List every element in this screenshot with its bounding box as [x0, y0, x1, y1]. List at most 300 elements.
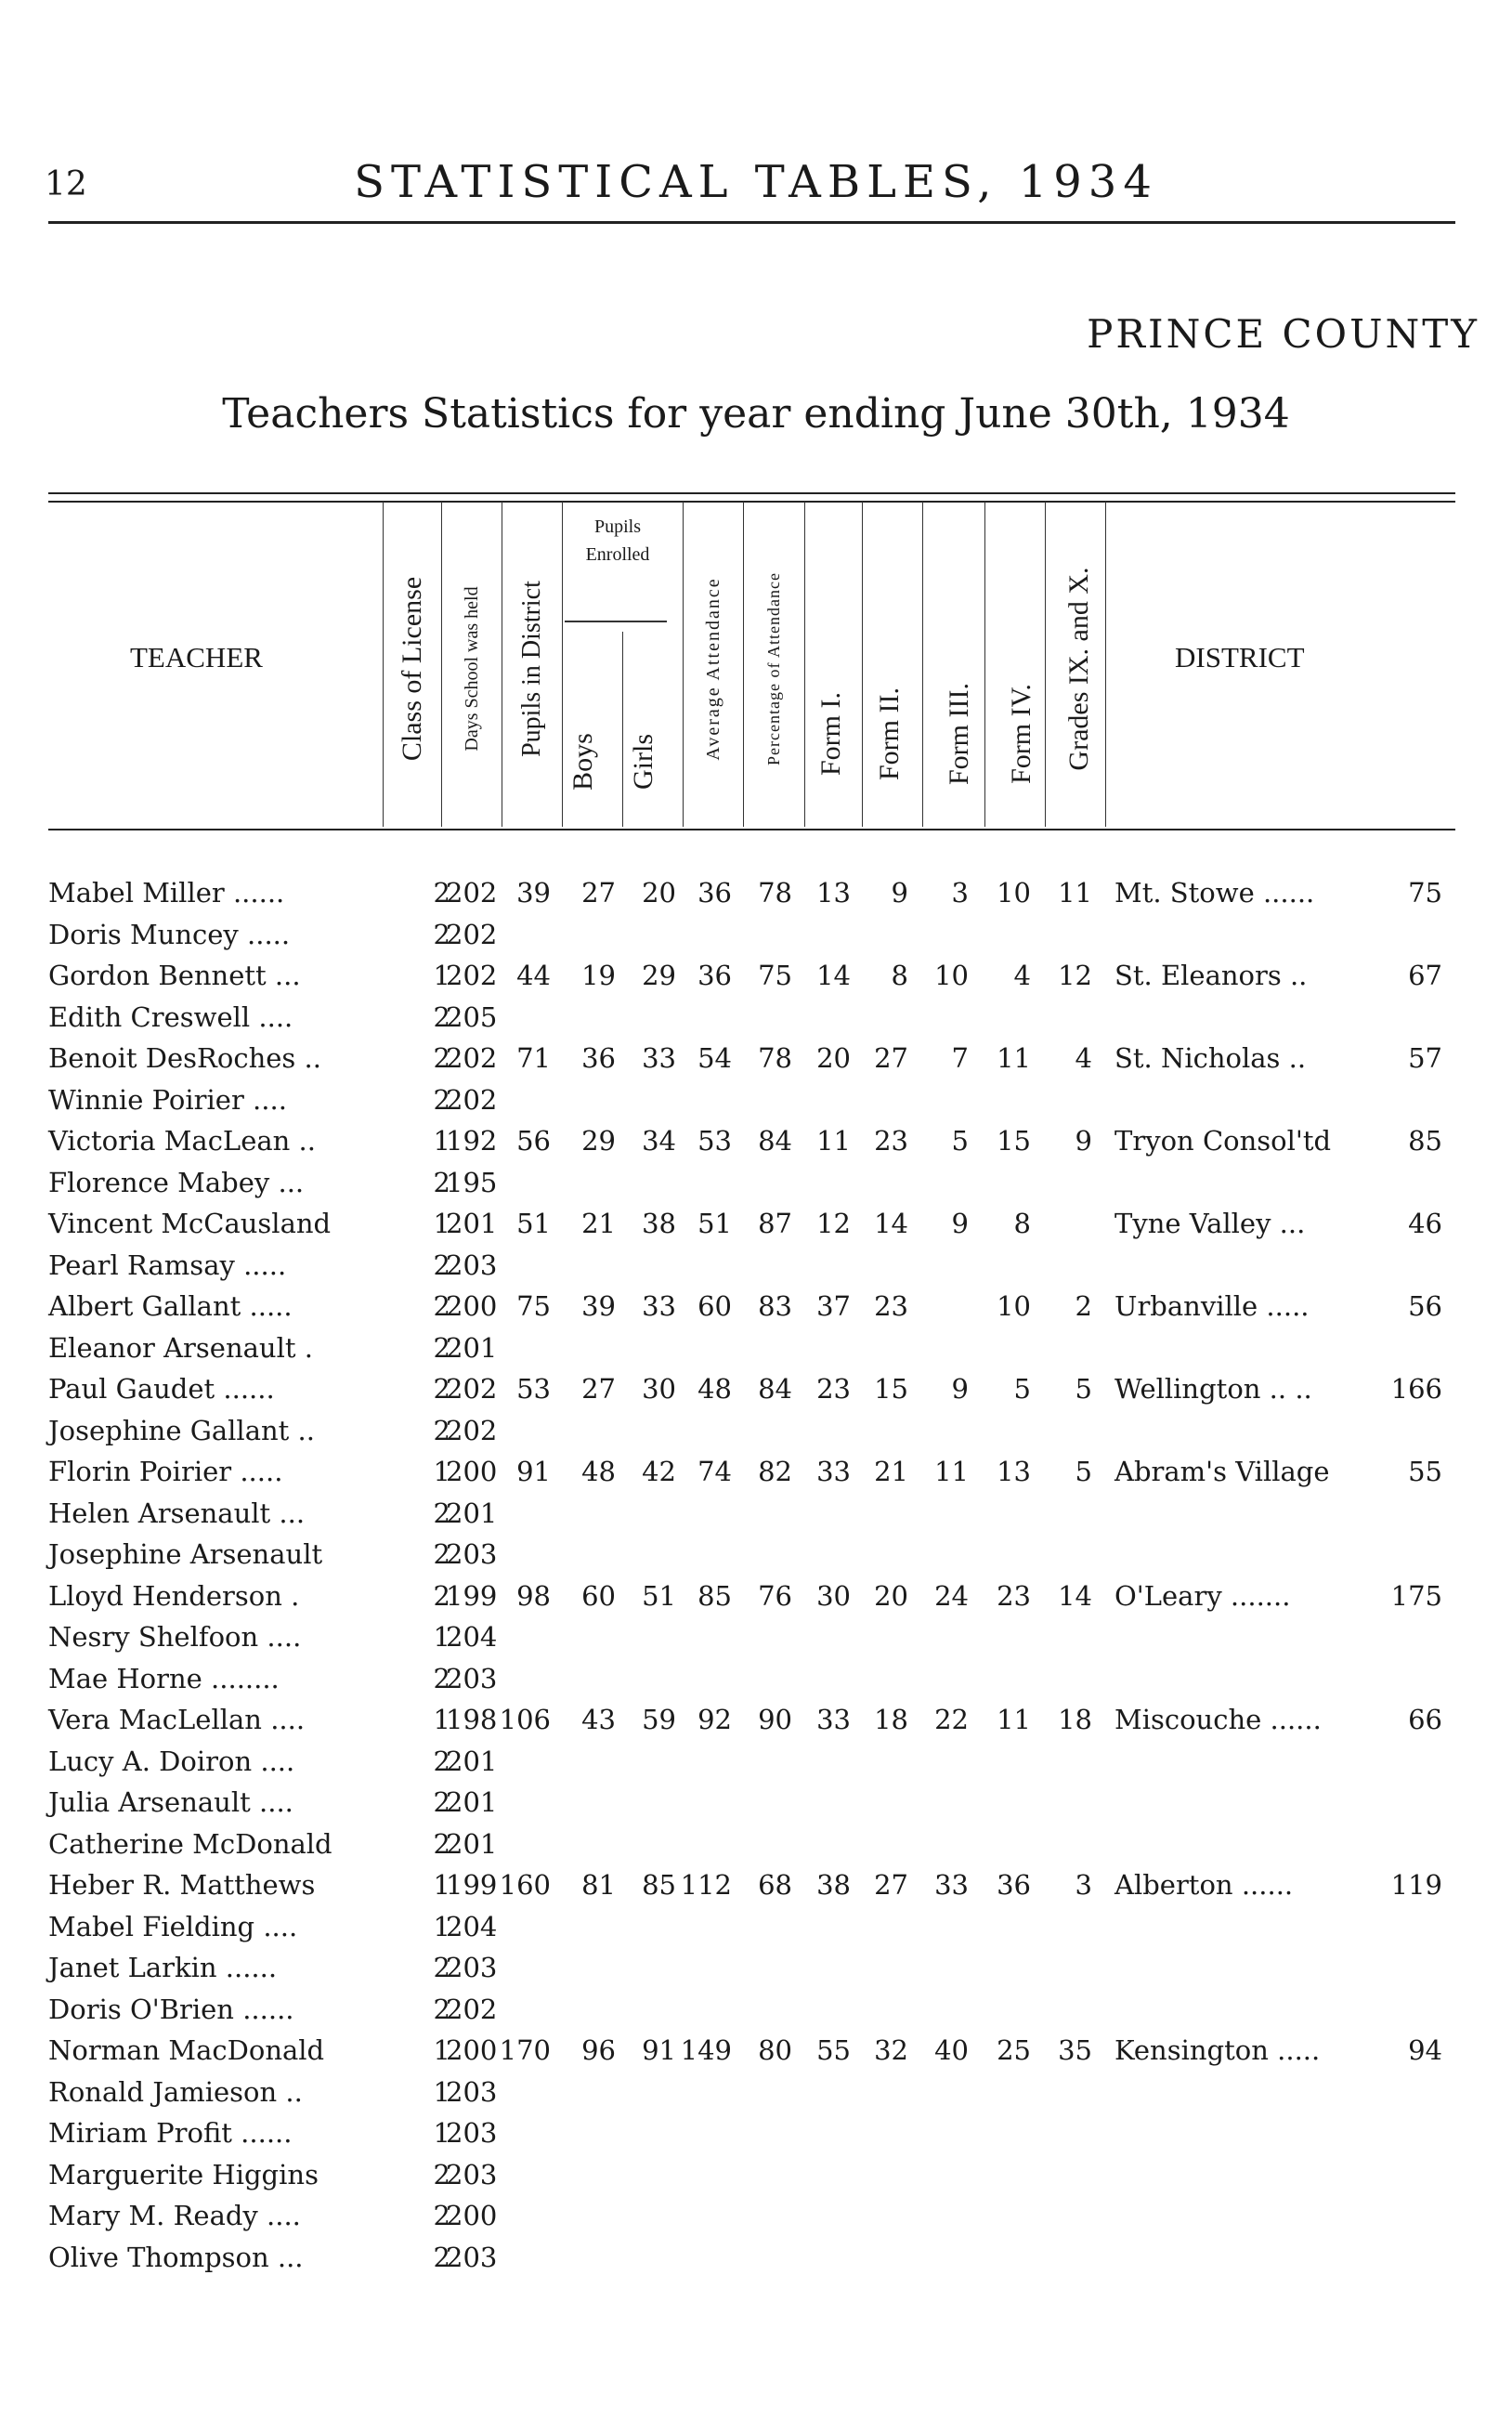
class-of-license: 2 — [433, 918, 450, 950]
days-school-held: 195 — [446, 1166, 498, 1198]
grades-9-10: 18 — [1058, 1704, 1092, 1735]
form-4: 10 — [997, 877, 1031, 909]
class-of-license: 2 — [433, 1373, 450, 1405]
page-header: STATISTICAL TABLES, 1934 — [354, 156, 1158, 208]
form-4: 8 — [1013, 1208, 1031, 1239]
table-row — [0, 1080, 1512, 1122]
teacher-name: Doris Muncey ..... — [48, 918, 291, 950]
form-4: 10 — [997, 1290, 1031, 1322]
column-divider — [383, 502, 384, 827]
teacher-name: Catherine McDonald — [48, 1827, 332, 1860]
days-school-held: 201 — [446, 1497, 498, 1529]
pupils-in-district: 170 — [499, 2034, 551, 2066]
county-title: PRINCE COUNTY — [1087, 311, 1479, 357]
days-school-held: 203 — [446, 1662, 498, 1694]
grades-9-10: 2 — [1075, 1290, 1092, 1322]
teacher-name: Miriam Profit ...... — [48, 2117, 293, 2149]
percentage-attendance: 75 — [758, 960, 792, 991]
girls-enrolled: 59 — [642, 1704, 676, 1735]
table-row — [0, 2031, 1512, 2072]
form-2: 23 — [874, 1125, 908, 1157]
pupils-in-district: 160 — [499, 1869, 551, 1901]
average-attendance: 85 — [697, 1579, 732, 1612]
percentage-attendance: 83 — [758, 1290, 792, 1322]
header-teacher: TEACHER — [130, 641, 263, 673]
average-attendance: 48 — [697, 1373, 732, 1405]
class-of-license: 2 — [433, 1290, 450, 1322]
form-1: 12 — [816, 1208, 851, 1239]
district-name: O'Leary ....... — [1114, 1579, 1291, 1612]
form-3: 40 — [934, 2034, 969, 2066]
days-school-held: 203 — [446, 1249, 498, 1281]
class-of-license: 2 — [433, 1000, 450, 1033]
teacher-name: Norman MacDonald — [48, 2034, 325, 2066]
table-row — [0, 1411, 1512, 1453]
teacher-name: Winnie Poirier .... — [48, 1083, 287, 1116]
table-row — [0, 1452, 1512, 1494]
district-name: St. Eleanors .. — [1114, 960, 1308, 991]
district-number: 94 — [1408, 2034, 1442, 2066]
column-divider — [862, 502, 863, 827]
district-name: Wellington .. .. — [1114, 1373, 1312, 1405]
header-pupils-in-district: Pupils in District — [517, 581, 546, 757]
form-2: 27 — [874, 1042, 908, 1074]
class-of-license: 2 — [433, 1331, 450, 1364]
district-name: St. Nicholas .. — [1114, 1042, 1307, 1074]
teacher-table-body — [0, 873, 1512, 2279]
girls-enrolled: 34 — [642, 1125, 676, 1157]
teacher-name: Eleanor Arsenault . — [48, 1331, 313, 1364]
form-1: 30 — [816, 1579, 851, 1612]
header-form-1: Form I. — [815, 692, 846, 776]
teacher-name: Marguerite Higgins — [48, 2158, 319, 2190]
average-attendance: 92 — [697, 1704, 732, 1735]
class-of-license: 2 — [433, 1662, 450, 1694]
average-attendance: 112 — [680, 1869, 732, 1901]
table-row — [0, 956, 1512, 998]
pupils-in-district: 75 — [516, 1290, 551, 1322]
pupils-in-district: 91 — [516, 1456, 551, 1487]
teacher-name: Ronald Jamieson .. — [48, 2075, 303, 2108]
grades-9-10: 12 — [1058, 960, 1092, 991]
teacher-name: Vera MacLellan .... — [48, 1704, 306, 1735]
form-4: 11 — [997, 1042, 1031, 1074]
table-row — [0, 2113, 1512, 2155]
form-1: 37 — [816, 1290, 851, 1322]
percentage-attendance: 80 — [758, 2034, 792, 2066]
table-row — [0, 1907, 1512, 1949]
pupils-in-district: 106 — [499, 1704, 551, 1735]
days-school-held: 202 — [446, 1373, 498, 1405]
class-of-license: 1 — [433, 1456, 450, 1487]
days-school-held: 205 — [446, 1000, 498, 1033]
class-of-license: 2 — [433, 1249, 450, 1281]
district-number: 57 — [1408, 1042, 1442, 1074]
average-attendance: 53 — [697, 1125, 732, 1157]
form-1: 13 — [816, 877, 851, 909]
boys-enrolled: 29 — [581, 1125, 616, 1157]
percentage-attendance: 78 — [758, 1042, 792, 1074]
girls-enrolled: 42 — [642, 1456, 676, 1487]
table-row — [0, 1948, 1512, 1990]
percentage-attendance: 84 — [758, 1125, 792, 1157]
form-3: 33 — [934, 1869, 969, 1901]
table-row — [0, 1287, 1512, 1328]
class-of-license: 2 — [433, 2158, 450, 2190]
form-2: 18 — [874, 1704, 908, 1735]
form-3: 7 — [951, 1042, 969, 1074]
header-girls: Girls — [628, 734, 658, 790]
header-class-of-license: Class of License — [397, 576, 427, 762]
class-of-license: 2 — [433, 1579, 450, 1612]
days-school-held: 201 — [446, 1208, 498, 1239]
days-school-held: 202 — [446, 877, 498, 909]
form-3: 9 — [951, 1208, 969, 1239]
average-attendance: 74 — [697, 1456, 732, 1487]
table-row — [0, 2155, 1512, 2197]
district-name: Tryon Consol'td — [1114, 1125, 1332, 1157]
table-row — [0, 1163, 1512, 1205]
form-3: 24 — [934, 1579, 969, 1612]
girls-enrolled: 33 — [642, 1290, 676, 1322]
teacher-name: Victoria MacLean .. — [48, 1125, 316, 1157]
girls-enrolled: 33 — [642, 1042, 676, 1074]
form-3: 22 — [934, 1704, 969, 1735]
form-1: 11 — [816, 1125, 851, 1157]
class-of-license: 2 — [433, 1786, 450, 1818]
class-of-license: 1 — [433, 1869, 450, 1901]
form-4: 23 — [997, 1579, 1031, 1612]
days-school-held: 201 — [446, 1745, 498, 1777]
table-row — [0, 1742, 1512, 1784]
boys-enrolled: 81 — [581, 1869, 616, 1901]
pupils-in-district: 71 — [516, 1042, 551, 1074]
days-school-held: 203 — [446, 2075, 498, 2108]
class-of-license: 2 — [433, 1952, 450, 1983]
class-of-license: 2 — [433, 1414, 450, 1446]
days-school-held: 202 — [446, 1993, 498, 2025]
table-row — [0, 915, 1512, 957]
percentage-attendance: 90 — [758, 1704, 792, 1735]
days-school-held: 200 — [446, 2034, 498, 2066]
table-row — [0, 1328, 1512, 1370]
class-of-license: 1 — [433, 1704, 450, 1735]
girls-enrolled: 20 — [642, 877, 676, 909]
class-of-license: 1 — [433, 2075, 450, 2108]
teacher-name: Josephine Gallant .. — [48, 1414, 315, 1446]
percentage-attendance: 78 — [758, 877, 792, 909]
table-row — [0, 1576, 1512, 1618]
boys-enrolled: 19 — [581, 960, 616, 991]
form-4: 5 — [1013, 1373, 1031, 1405]
grades-9-10: 11 — [1058, 877, 1092, 909]
header-form-2: Form II. — [874, 687, 905, 780]
class-of-license: 1 — [433, 2034, 450, 2066]
days-school-held: 201 — [446, 1827, 498, 1860]
girls-enrolled: 38 — [642, 1208, 676, 1239]
district-number: 67 — [1408, 960, 1442, 991]
form-4: 36 — [997, 1869, 1031, 1901]
form-1: 55 — [816, 2034, 851, 2066]
days-school-held: 202 — [446, 1083, 498, 1116]
table-top-rule — [48, 492, 1455, 503]
average-attendance: 36 — [697, 877, 732, 909]
header-days-school-held: Days School was held — [462, 586, 482, 752]
class-of-license: 2 — [433, 1827, 450, 1860]
percentage-attendance: 82 — [758, 1456, 792, 1487]
table-row — [0, 873, 1512, 915]
teacher-name: Vincent McCausland — [48, 1208, 332, 1239]
average-attendance: 51 — [697, 1208, 732, 1239]
header-rule — [48, 221, 1455, 224]
days-school-held: 203 — [446, 2158, 498, 2190]
pupils-in-district: 98 — [516, 1579, 551, 1612]
district-name: Tyne Valley ... — [1114, 1208, 1306, 1239]
teacher-name: Paul Gaudet ...... — [48, 1373, 275, 1405]
days-school-held: 201 — [446, 1786, 498, 1818]
class-of-license: 1 — [433, 1910, 450, 1942]
column-divider — [562, 502, 563, 827]
class-of-license: 2 — [433, 1497, 450, 1529]
days-school-held: 199 — [446, 1869, 498, 1901]
class-of-license: 2 — [433, 1166, 450, 1198]
form-2: 9 — [891, 877, 908, 909]
boys-enrolled: 27 — [581, 1373, 616, 1405]
district-number: 75 — [1408, 877, 1442, 909]
column-divider — [1045, 502, 1046, 827]
percentage-attendance: 87 — [758, 1208, 792, 1239]
form-3: 10 — [934, 960, 969, 991]
form-3: 11 — [934, 1456, 969, 1487]
teacher-name: Benoit DesRoches .. — [48, 1042, 321, 1074]
form-3: 9 — [951, 1373, 969, 1405]
class-of-license: 2 — [433, 1993, 450, 2025]
class-of-license: 1 — [433, 1125, 450, 1157]
header-average-attendance: Average Attendance — [703, 577, 723, 761]
grades-9-10: 5 — [1075, 1373, 1092, 1405]
teacher-name: Mabel Miller ...... — [48, 877, 285, 909]
district-number: 46 — [1408, 1208, 1442, 1239]
form-1: 20 — [816, 1042, 851, 1074]
district-name: Kensington ..... — [1114, 2034, 1321, 2066]
table-row — [0, 2196, 1512, 2238]
grades-9-10: 5 — [1075, 1456, 1092, 1487]
boys-enrolled: 48 — [581, 1456, 616, 1487]
form-4: 4 — [1013, 960, 1031, 991]
average-attendance: 60 — [697, 1290, 732, 1322]
class-of-license: 2 — [433, 1083, 450, 1116]
teacher-name: Helen Arsenault ... — [48, 1497, 306, 1529]
pupils-in-district: 39 — [516, 877, 551, 909]
header-bottom-rule — [48, 829, 1455, 830]
days-school-held: 201 — [446, 1331, 498, 1364]
class-of-license: 2 — [433, 1538, 450, 1570]
table-row — [0, 1039, 1512, 1080]
girls-enrolled: 29 — [642, 960, 676, 991]
table-row — [0, 998, 1512, 1040]
grades-9-10: 3 — [1075, 1869, 1092, 1901]
pupils-in-district: 44 — [516, 960, 551, 991]
column-divider — [984, 502, 985, 827]
average-attendance: 54 — [697, 1042, 732, 1074]
form-1: 14 — [816, 960, 851, 991]
teacher-name: Florence Mabey ... — [48, 1166, 305, 1198]
average-attendance: 149 — [680, 2034, 732, 2066]
form-1: 38 — [816, 1869, 851, 1901]
girls-enrolled: 91 — [642, 2034, 676, 2066]
class-of-license: 2 — [433, 1745, 450, 1777]
column-divider — [622, 632, 623, 827]
class-of-license: 1 — [433, 2117, 450, 2149]
teacher-name: Gordon Bennett ... — [48, 960, 301, 991]
days-school-held: 200 — [446, 1456, 498, 1487]
teacher-name: Edith Creswell .... — [48, 1000, 293, 1033]
class-of-license: 1 — [433, 960, 450, 991]
district-number: 119 — [1390, 1869, 1442, 1901]
days-school-held: 203 — [446, 1952, 498, 1983]
enrolled-rule — [565, 621, 667, 622]
district-number: 55 — [1408, 1456, 1442, 1487]
girls-enrolled: 85 — [642, 1869, 676, 1901]
table-row — [0, 1700, 1512, 1742]
table-row — [0, 1990, 1512, 2032]
teacher-name: Mary M. Ready .... — [48, 2200, 301, 2231]
district-number: 85 — [1408, 1125, 1442, 1157]
grades-9-10: 9 — [1075, 1125, 1092, 1157]
table-row — [0, 1865, 1512, 1907]
boys-enrolled: 27 — [581, 877, 616, 909]
days-school-held: 203 — [446, 2117, 498, 2149]
percentage-attendance: 84 — [758, 1373, 792, 1405]
table-row — [0, 1824, 1512, 1866]
table-row — [0, 1369, 1512, 1411]
teacher-name: Florin Poirier ..... — [48, 1456, 283, 1487]
district-number: 166 — [1390, 1373, 1442, 1405]
district-name: Mt. Stowe ...... — [1114, 877, 1315, 909]
header-district: DISTRICT — [1175, 641, 1305, 673]
form-1: 33 — [816, 1704, 851, 1735]
days-school-held: 199 — [446, 1579, 498, 1612]
percentage-attendance: 76 — [758, 1579, 792, 1612]
boys-enrolled: 36 — [581, 1042, 616, 1074]
district-name: Urbanville ..... — [1114, 1290, 1310, 1322]
table-row — [0, 2238, 1512, 2280]
table-subtitle: Teachers Statistics for year ending June 30th, 1934 — [222, 390, 1290, 438]
teacher-name: Pearl Ramsay ..... — [48, 1249, 287, 1281]
boys-enrolled: 60 — [581, 1579, 616, 1612]
teacher-name: Heber R. Matthews — [48, 1869, 316, 1901]
grades-9-10: 35 — [1058, 2034, 1092, 2066]
days-school-held: 202 — [446, 918, 498, 950]
table-row — [0, 1783, 1512, 1824]
district-number: 66 — [1408, 1704, 1442, 1735]
class-of-license: 1 — [433, 1621, 450, 1653]
average-attendance: 36 — [697, 960, 732, 991]
days-school-held: 203 — [446, 1538, 498, 1570]
header-grades-9-10: Grades IX. and X. — [1063, 567, 1094, 771]
header-percentage-attendance: Percentage of Attendance — [764, 572, 783, 765]
page-number: 12 — [45, 165, 87, 203]
days-school-held: 200 — [446, 1290, 498, 1322]
days-school-held: 200 — [446, 2200, 498, 2231]
district-number: 175 — [1390, 1579, 1442, 1612]
table-row — [0, 1659, 1512, 1701]
form-2: 32 — [874, 2034, 908, 2066]
district-number: 56 — [1408, 1290, 1442, 1322]
pupils-in-district: 53 — [516, 1373, 551, 1405]
girls-enrolled: 51 — [642, 1579, 676, 1612]
boys-enrolled: 39 — [581, 1290, 616, 1322]
teacher-name: Doris O'Brien ...... — [48, 1993, 294, 2025]
boys-enrolled: 43 — [581, 1704, 616, 1735]
column-divider — [1105, 502, 1106, 827]
class-of-license: 2 — [433, 1042, 450, 1074]
percentage-attendance: 68 — [758, 1869, 792, 1901]
table-row — [0, 1535, 1512, 1576]
column-divider — [922, 502, 923, 827]
form-4: 13 — [997, 1456, 1031, 1487]
days-school-held: 202 — [446, 1414, 498, 1446]
teacher-name: Olive Thompson ... — [48, 2241, 304, 2273]
table-row — [0, 1494, 1512, 1536]
teacher-name: Albert Gallant ..... — [48, 1290, 293, 1322]
class-of-license: 2 — [433, 877, 450, 909]
form-2: 14 — [874, 1208, 908, 1239]
teacher-name: Janet Larkin ...... — [48, 1952, 278, 1983]
teacher-name: Lucy A. Doiron .... — [48, 1745, 295, 1777]
class-of-license: 1 — [433, 1208, 450, 1239]
form-2: 20 — [874, 1579, 908, 1612]
boys-enrolled: 21 — [581, 1208, 616, 1239]
days-school-held: 204 — [446, 1910, 498, 1942]
form-2: 8 — [891, 960, 908, 991]
days-school-held: 192 — [446, 1125, 498, 1157]
teacher-name: Mae Horne ........ — [48, 1662, 280, 1694]
column-divider — [743, 502, 744, 827]
district-name: Alberton ...... — [1114, 1869, 1294, 1901]
days-school-held: 202 — [446, 1042, 498, 1074]
girls-enrolled: 30 — [642, 1373, 676, 1405]
pupils-in-district: 51 — [516, 1208, 551, 1239]
table-row — [0, 2072, 1512, 2114]
form-4: 25 — [997, 2034, 1031, 2066]
class-of-license: 2 — [433, 2241, 450, 2273]
class-of-license: 2 — [433, 2200, 450, 2231]
form-3: 5 — [951, 1125, 969, 1157]
teacher-name: Mabel Fielding .... — [48, 1910, 298, 1942]
days-school-held: 198 — [446, 1704, 498, 1735]
teacher-name: Lloyd Henderson . — [48, 1579, 300, 1612]
form-2: 23 — [874, 1290, 908, 1322]
column-divider — [804, 502, 805, 827]
district-name: Miscouche ...... — [1114, 1704, 1322, 1735]
teacher-name: Nesry Shelfoon .... — [48, 1621, 302, 1653]
form-2: 27 — [874, 1869, 908, 1901]
pupils-in-district: 56 — [516, 1125, 551, 1157]
column-divider — [441, 502, 442, 827]
form-4: 11 — [997, 1704, 1031, 1735]
header-form-4: Form IV. — [1006, 684, 1036, 784]
boys-enrolled: 96 — [581, 2034, 616, 2066]
form-4: 15 — [997, 1125, 1031, 1157]
teacher-name: Julia Arsenault .... — [48, 1786, 293, 1818]
header-form-3: Form III. — [944, 683, 974, 785]
table-row — [0, 1121, 1512, 1163]
form-2: 15 — [874, 1373, 908, 1405]
table-row — [0, 1617, 1512, 1659]
days-school-held: 204 — [446, 1621, 498, 1653]
district-name: Abram's Village — [1114, 1456, 1330, 1487]
